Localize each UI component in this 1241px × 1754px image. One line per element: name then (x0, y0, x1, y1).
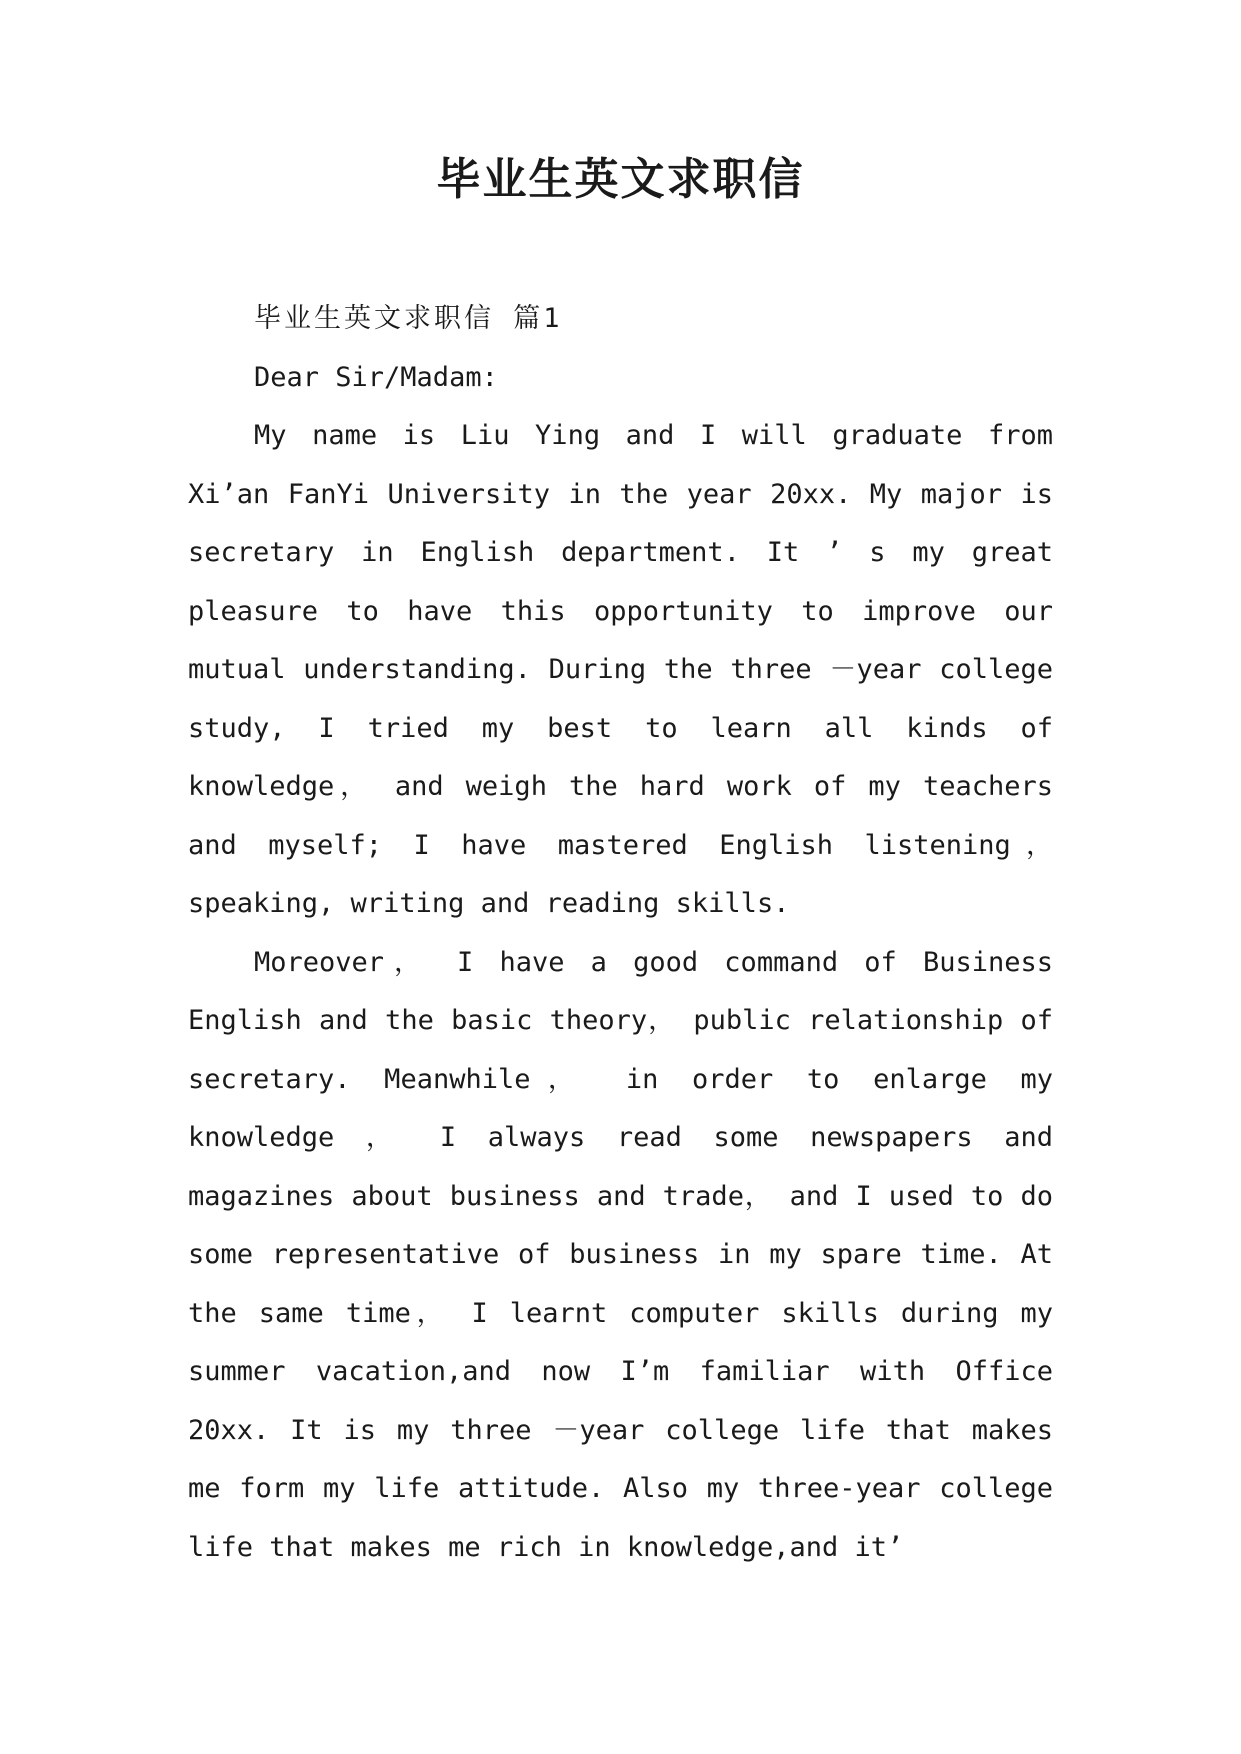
salutation: Dear Sir/Madam: (254, 361, 498, 393)
body-paragraph-2: Moreover， I have a good command of Business English and the basic theory， public relationship of secretary. Meanwhile， in order to enlarge my knowledge ， I always read some newspapers and magazines about business and trade， and I used to do some representative of business in my spare time. At the same time， I learnt computer skills during my summer vacation,and now I’m familiar with Office 20xx. It is my three －year college life that makes me form my life attitude. Also my three-year college life that makes me rich in knowledge,and it’ (188, 946, 1053, 1563)
section-heading: 毕业生英文求职信 篇1 (254, 303, 563, 334)
body-paragraph-1: My name is Liu Ying and I will graduate from Xi’an FanYi University in the year 20xx. My major is secretary in English department. It ’ s my great pleasure to have this opportunity to improve our mutual understanding. During the three －year college study, I tried my best to learn all kinds of knowledge， and weigh the hard work of my teachers and myself; I have mastered English listening， speaking, writing and reading skills. (188, 420, 1053, 919)
document-title: 毕业生英文求职信 (436, 154, 805, 205)
document-body (188, 290, 1053, 1577)
